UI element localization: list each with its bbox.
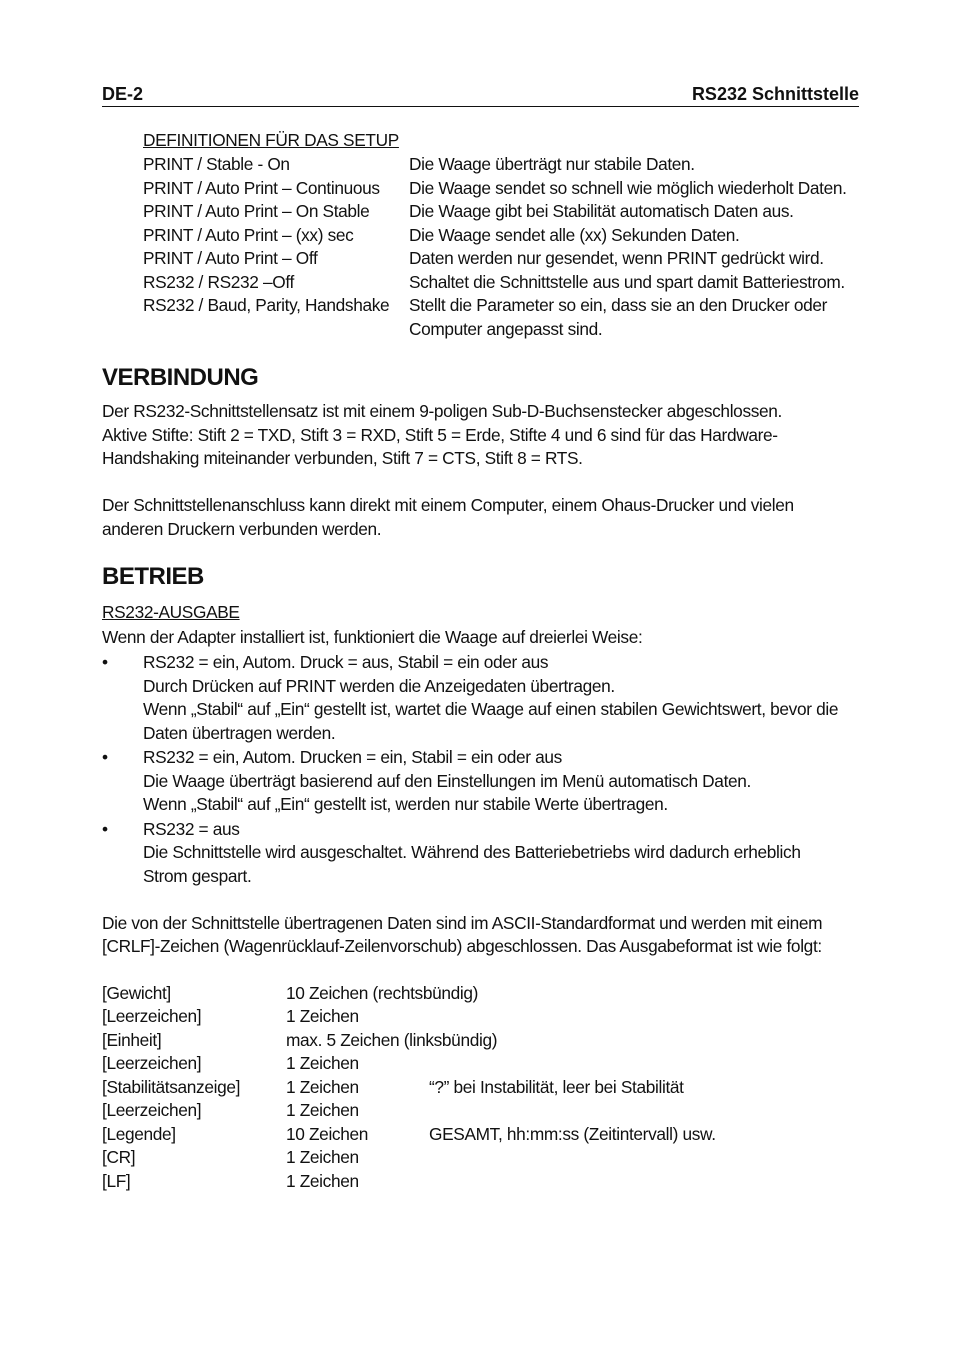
definition-key: PRINT / Stable - On (143, 154, 290, 174)
bullet-line: Strom gespart. (143, 866, 252, 886)
format-field: [Gewicht] (102, 983, 171, 1003)
bullet-line: Daten übertragen werden. (143, 723, 336, 743)
format-size: 10 Zeichen (rechtsbündig) (286, 983, 479, 1003)
format-size: 1 Zeichen (286, 1006, 359, 1026)
page-number: DE-2 (102, 84, 144, 104)
format-row (102, 1029, 859, 1053)
definition-key: PRINT / Auto Print – (xx) sec (143, 225, 354, 245)
bullet-line: Die Schnittstelle wird ausgeschaltet. Während des Batteriebetriebs wird dadurch erheblich (143, 842, 801, 862)
format-field: [Stabilitätsanzeige] (102, 1077, 241, 1097)
intro-line: Wenn der Adapter installiert ist, funktioniert die Waage auf dreierlei Weise: (102, 627, 643, 647)
paragraph-line: Der RS232-Schnittstellensatz ist mit einem 9-poligen Sub-D-Buchsenstecker abgeschlossen. (102, 401, 782, 421)
format-size: 1 Zeichen (286, 1100, 359, 1120)
format-note: GESAMT, hh:mm:ss (Zeitintervall) usw. (429, 1124, 716, 1144)
format-size: 10 Zeichen (286, 1124, 369, 1144)
format-size: 1 Zeichen (286, 1147, 359, 1167)
bullet-icon: • (102, 747, 108, 767)
bullet-icon: • (102, 819, 108, 839)
format-row (102, 1123, 859, 1147)
section-heading-verbindung: VERBINDUNG (102, 364, 259, 391)
format-size: 1 Zeichen (286, 1077, 359, 1097)
format-field: [Leerzeichen] (102, 1053, 202, 1073)
definitions-heading: DEFINITIONEN FÜR DAS SETUP (143, 130, 399, 150)
definition-key: PRINT / Auto Print – Off (143, 248, 318, 268)
bullet-line: Die Waage überträgt basierend auf den Einstellungen im Menü automatisch Daten. (143, 771, 751, 791)
bullet-line: RS232 = ein, Autom. Druck = aus, Stabil = ein oder aus (143, 652, 549, 672)
definition-key: PRINT / Auto Print – Continuous (143, 178, 380, 198)
format-note: “?” bei Instabilität, leer bei Stabilität (429, 1077, 684, 1097)
format-row (102, 982, 859, 1006)
bullet-line: RS232 = aus (143, 819, 240, 839)
definition-key: RS232 / Baud, Parity, Handshake (143, 295, 390, 315)
definition-value: Computer angepasst sind. (409, 319, 603, 339)
format-size: max. 5 Zeichen (linksbündig) (286, 1030, 498, 1050)
format-row (102, 1005, 859, 1029)
format-field: [CR] (102, 1147, 136, 1167)
definition-value: Die Waage gibt bei Stabilität automatisch Daten aus. (409, 201, 794, 221)
subheading-rs232-ausgabe: RS232-AUSGABE (102, 602, 240, 622)
bullet-line: Durch Drücken auf PRINT werden die Anzeigedaten übertragen. (143, 676, 615, 696)
definition-key: RS232 / RS232 –Off (143, 272, 294, 292)
definition-value: Daten werden nur gesendet, wenn PRINT gedrückt wird. (409, 248, 824, 268)
paragraph-line: Handshaking miteinander verbunden, Stift 7 = CTS, Stift 8 = RTS. (102, 448, 583, 468)
definition-key: PRINT / Auto Print – On Stable (143, 201, 370, 221)
format-field: [Leerzeichen] (102, 1006, 202, 1026)
definition-value: Stellt die Parameter so ein, dass sie an den Drucker oder (409, 295, 828, 315)
paragraph-line: Aktive Stifte: Stift 2 = TXD, Stift 3 = RXD, Stift 5 = Erde, Stifte 4 und 6 sind für das Hardware- (102, 425, 778, 445)
definition-value: Die Waage sendet alle (xx) Sekunden Daten. (409, 225, 740, 245)
format-row (102, 1076, 859, 1100)
format-row (102, 1146, 859, 1170)
definition-value: Die Waage überträgt nur stabile Daten. (409, 154, 695, 174)
paragraph-line: Der Schnittstellenanschluss kann direkt mit einem Computer, einem Ohaus-Drucker und vielen (102, 495, 794, 515)
format-field: [Legende] (102, 1124, 176, 1144)
definition-value: Die Waage sendet so schnell wie möglich wiederholt Daten. (409, 178, 847, 198)
format-field: [Einheit] (102, 1030, 162, 1050)
bullet-line: RS232 = ein, Autom. Drucken = ein, Stabil = ein oder aus (143, 747, 562, 767)
format-row (102, 1052, 859, 1076)
paragraph-line: Die von der Schnittstelle übertragenen Daten sind im ASCII-Standardformat und werden mit einem (102, 913, 823, 933)
section-heading-betrieb: BETRIEB (102, 563, 204, 590)
format-field: [LF] (102, 1171, 131, 1191)
paragraph-line: [CRLF]-Zeichen (Wagenrücklauf-Zeilenvorschub) abgeschlossen. Das Ausgabeformat ist wie folgt: (102, 936, 822, 956)
bullet-icon: • (102, 652, 108, 672)
format-field: [Leerzeichen] (102, 1100, 202, 1120)
definition-value: Schaltet die Schnittstelle aus und spart damit Batteriestrom. (409, 272, 845, 292)
format-size: 1 Zeichen (286, 1053, 359, 1073)
bullet-line: Wenn „Stabil“ auf „Ein“ gestellt ist, wartet die Waage auf einen stabilen Gewichtswert, bevor die (143, 699, 839, 719)
paragraph-line: anderen Druckern verbunden werden. (102, 519, 382, 539)
header-title: RS232 Schnittstelle (691, 84, 859, 104)
format-row (102, 1099, 859, 1123)
format-row (102, 1170, 859, 1194)
format-size: 1 Zeichen (286, 1171, 359, 1191)
page-header (102, 82, 859, 107)
bullet-line: Wenn „Stabil“ auf „Ein“ gestellt ist, werden nur stabile Werte übertragen. (143, 794, 668, 814)
